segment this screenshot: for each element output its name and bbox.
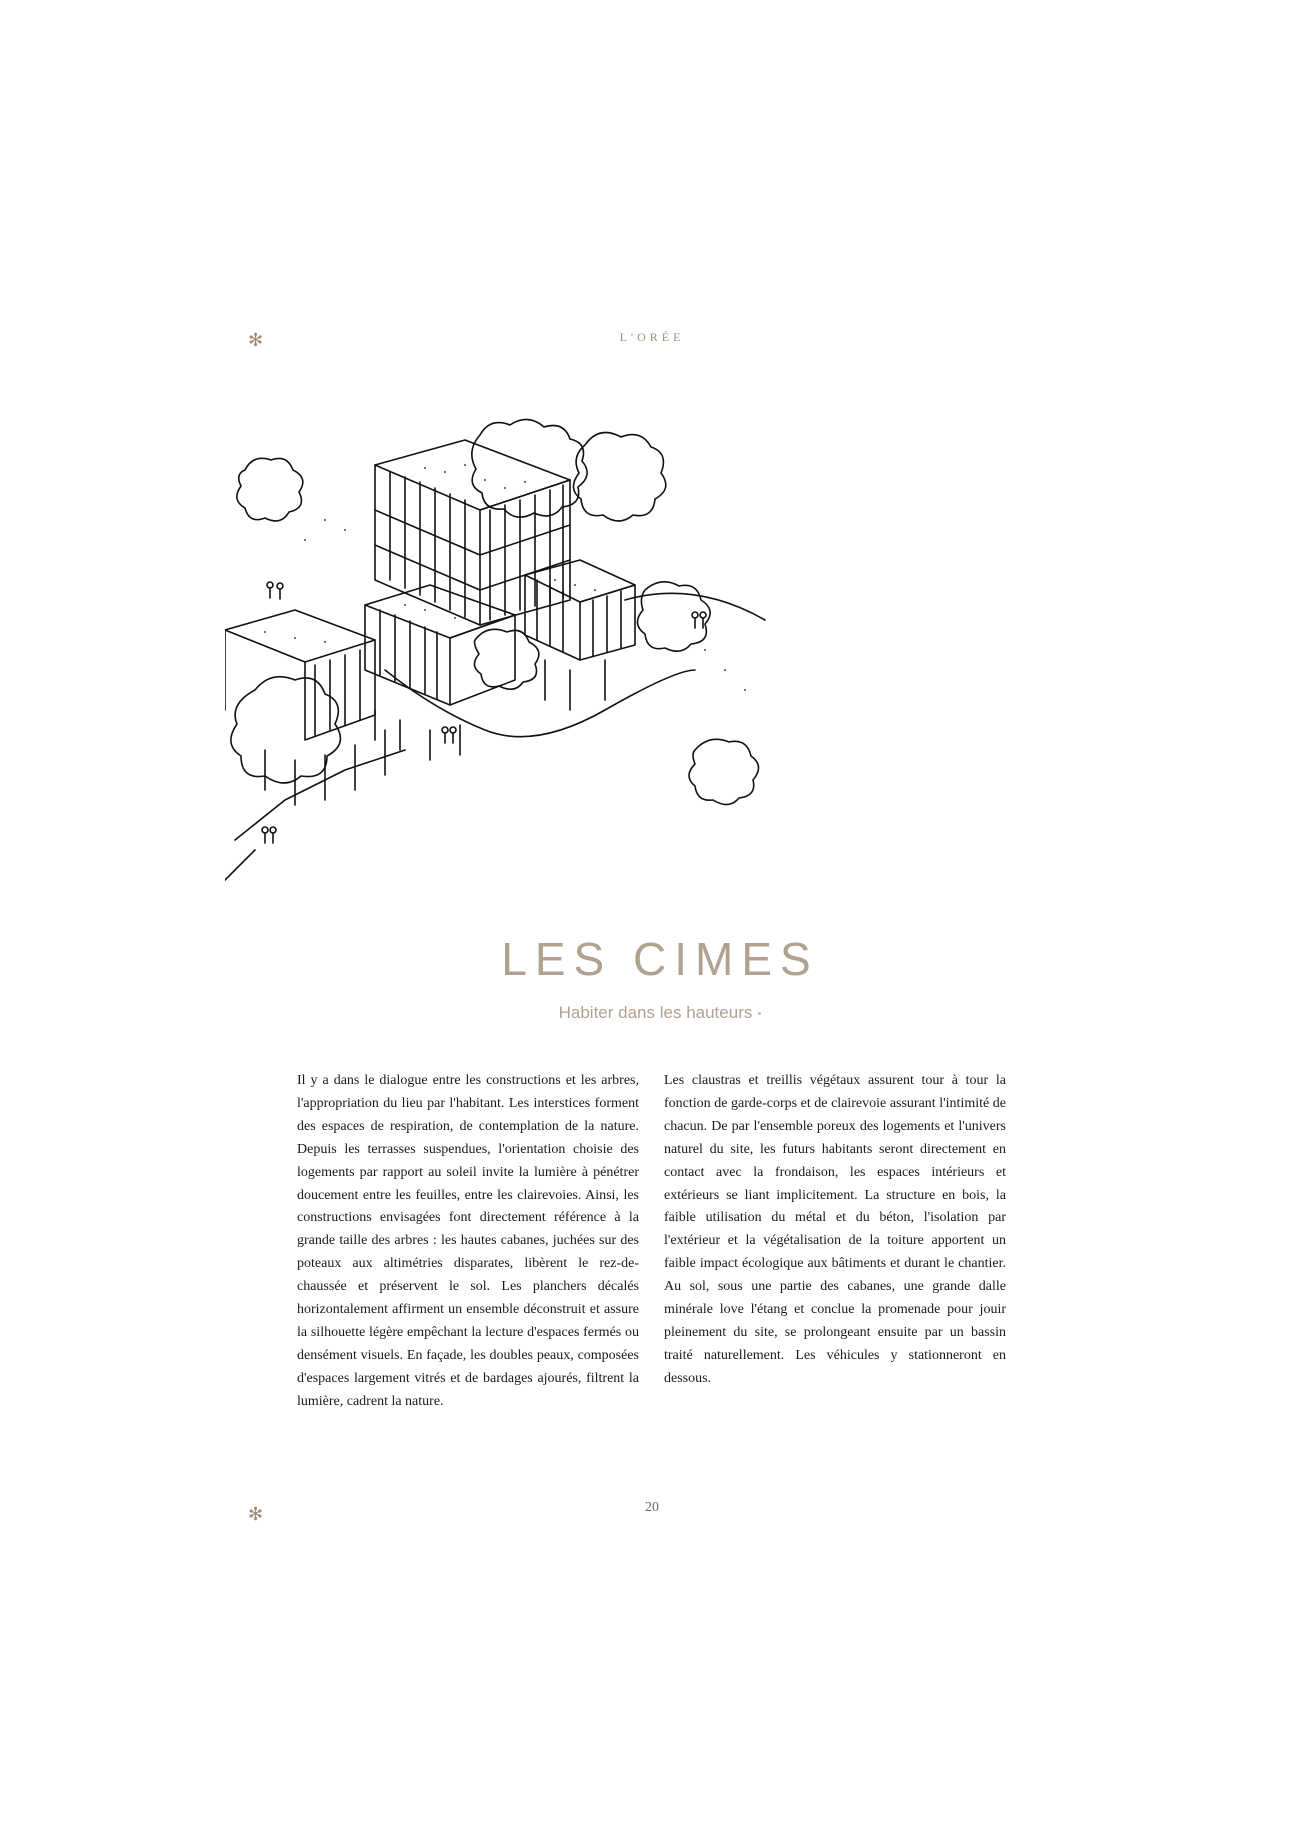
tree-canopy-icon — [637, 582, 710, 651]
body-column-left: Il y a dans le dialogue entre les constructions et les arbres, l'appropriation du lieu par l'habitant. Les interstices forment des espaces de respiration, de contemplation de la nature. Depuis les terrasses suspendues, l'orientation choisie des logements par rapport au soleil invite la lumière à pénétrer doucement entre les feuilles, entre les clairevoies. Ainsi, les constructions envisagées font directement référence à la grande taille des arbres : les hautes cabanes, juchées sur des poteaux aux altimétries disparates, libèrent le rez-de-chaussée et préservent le sol. Les planchers décalés horizontalement affirment un ensemble déconstruit et assure la silhouette légère empêchant la lecture d'espaces fermés ou densément visuels. En façade, les doubles peaux, composées d'espaces largement vitrés et de bardages ajourés, filtrent la lumière, cadrent la nature. — [297, 1073, 639, 1409]
building-icon — [525, 560, 635, 602]
people-icon — [262, 582, 706, 843]
tree-canopy-icon — [474, 629, 538, 689]
subtitle-text: Habiter dans les hauteurs — [558, 1003, 753, 1022]
title-block — [470, 933, 850, 1022]
running-head: L'ORÉE — [619, 330, 685, 344]
tree-canopy-icon — [231, 677, 341, 783]
ornament-bottom-icon: ✻ — [248, 1504, 264, 1524]
body-column-right: Les claustras et treillis végétaux assurent tour à tour la fonction de garde-corps et de clairevoie assurant l'intimité de chacun. De par l'ensemble poreux des logements et l'univers naturel du site, les futurs habitants seront directement en contact avec la frondaison, les espaces intérieurs et extérieurs se liant implicitement. La structure en bois, la faible utilisation du métal et du béton, l'isolation par l'extérieur et la végétalisation de la toiture apportent un faible impact écologique aux bâtiments et durant le chantier. Au sol, sous une partie des cabanes, une grande dalle minérale love l'étang et conclue la promenade pour jouir pleinement du site, se prolongeant ensuite par un bassin traité naturellement. Les véhicules y stationneront en dessous. — [664, 1073, 1006, 1386]
tree-canopy-icon — [573, 433, 665, 522]
ornament-top-icon: ✻ — [248, 330, 264, 350]
page-number: 20 — [645, 1500, 659, 1515]
building-icon — [225, 610, 375, 662]
subtitle-dot-icon — [758, 1012, 761, 1015]
page-title: LES CIMES — [501, 933, 819, 985]
tree-canopy-icon — [689, 739, 759, 804]
page-subtitle — [470, 1004, 850, 1021]
tree-canopy-icon — [237, 458, 303, 521]
